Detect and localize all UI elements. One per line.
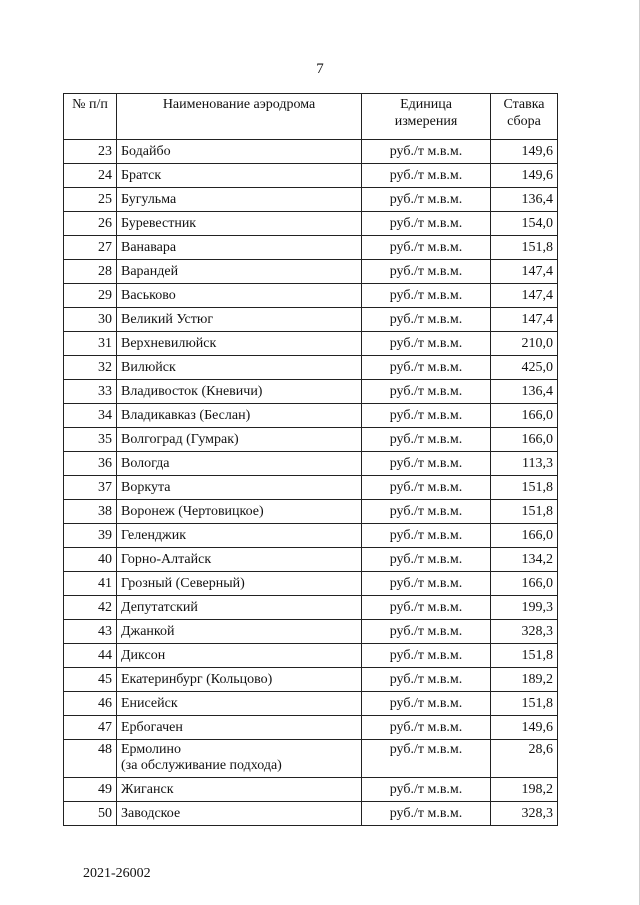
airport-name: Жиганск: [117, 778, 362, 802]
table-row: [64, 644, 558, 668]
table-row: [64, 212, 558, 236]
fee-rate: 210,0: [491, 332, 558, 356]
row-number: 31: [64, 332, 117, 356]
fee-rate: 151,8: [491, 476, 558, 500]
row-number: 46: [64, 692, 117, 716]
header-unit: [362, 94, 491, 140]
airport-name: Ванавара: [117, 236, 362, 260]
unit-of-measure: руб./т м.в.м.: [362, 452, 491, 476]
airport-name: Буревестник: [117, 212, 362, 236]
fee-rate: 151,8: [491, 644, 558, 668]
fee-rate: 149,6: [491, 164, 558, 188]
unit-of-measure: руб./т м.в.м.: [362, 596, 491, 620]
unit-of-measure: руб./т м.в.м.: [362, 802, 491, 826]
table-row: [64, 236, 558, 260]
unit-of-measure: руб./т м.в.м.: [362, 236, 491, 260]
table-row: [64, 572, 558, 596]
fee-rate: 151,8: [491, 236, 558, 260]
row-number: 40: [64, 548, 117, 572]
row-number: 50: [64, 802, 117, 826]
row-number: 43: [64, 620, 117, 644]
fee-rate: 147,4: [491, 260, 558, 284]
unit-of-measure: руб./т м.в.м.: [362, 140, 491, 164]
table-row: [64, 692, 558, 716]
airport-name: Владикавказ (Беслан): [117, 404, 362, 428]
row-number: 48: [64, 740, 117, 778]
row-number: 44: [64, 644, 117, 668]
airport-name: Джанкой: [117, 620, 362, 644]
row-number: 39: [64, 524, 117, 548]
table-row: [64, 140, 558, 164]
unit-of-measure: руб./т м.в.м.: [362, 212, 491, 236]
header-airport-name: Наименование аэродрома: [117, 94, 362, 140]
airport-name: Волгоград (Гумрак): [117, 428, 362, 452]
unit-of-measure: руб./т м.в.м.: [362, 668, 491, 692]
table-row: [64, 164, 558, 188]
airport-name: Енисейск: [117, 692, 362, 716]
table-row: [64, 404, 558, 428]
fee-rate: 136,4: [491, 188, 558, 212]
table-row: [64, 260, 558, 284]
document-code: 2021-26002: [83, 866, 151, 881]
unit-of-measure: руб./т м.в.м.: [362, 188, 491, 212]
row-number: 37: [64, 476, 117, 500]
unit-of-measure: руб./т м.в.м.: [362, 332, 491, 356]
fee-rate: 28,6: [491, 740, 558, 778]
row-number: 38: [64, 500, 117, 524]
fee-rate: 151,8: [491, 692, 558, 716]
table-row: [64, 380, 558, 404]
fee-rate: 151,8: [491, 500, 558, 524]
table-row: [64, 548, 558, 572]
airport-name: Великий Устюг: [117, 308, 362, 332]
airport-name: Диксон: [117, 644, 362, 668]
airport-name: Бугульма: [117, 188, 362, 212]
fee-rate: 198,2: [491, 778, 558, 802]
page-number: 7: [316, 61, 324, 77]
fee-rate: 166,0: [491, 428, 558, 452]
fee-rate: 166,0: [491, 572, 558, 596]
airport-name: Грозный (Северный): [117, 572, 362, 596]
airport-name: Заводское: [117, 802, 362, 826]
fee-rate: 154,0: [491, 212, 558, 236]
fee-rate: 328,3: [491, 620, 558, 644]
airport-name: Владивосток (Кневичи): [117, 380, 362, 404]
table-row: [64, 500, 558, 524]
table-row: [64, 188, 558, 212]
fee-rate: 189,2: [491, 668, 558, 692]
airport-name: Воронеж (Чертовицкое): [117, 500, 362, 524]
header-number: № п/п: [64, 94, 117, 140]
unit-of-measure: руб./т м.в.м.: [362, 740, 491, 778]
fee-rate: 425,0: [491, 356, 558, 380]
fee-rate: 134,2: [491, 548, 558, 572]
table-row: [64, 524, 558, 548]
table-row: [64, 778, 558, 802]
row-number: 29: [64, 284, 117, 308]
unit-of-measure: руб./т м.в.м.: [362, 284, 491, 308]
header-unit-line2: измерения: [394, 114, 458, 129]
row-number: 45: [64, 668, 117, 692]
unit-of-measure: руб./т м.в.м.: [362, 548, 491, 572]
row-number: 41: [64, 572, 117, 596]
row-number: 34: [64, 404, 117, 428]
row-number: 25: [64, 188, 117, 212]
table-row: [64, 308, 558, 332]
unit-of-measure: руб./т м.в.м.: [362, 260, 491, 284]
table-row: [64, 740, 558, 778]
fee-rate: 147,4: [491, 308, 558, 332]
row-number: 36: [64, 452, 117, 476]
row-number: 33: [64, 380, 117, 404]
table-header-row: [64, 94, 558, 140]
row-number: 47: [64, 716, 117, 740]
airport-name: Ербогачен: [117, 716, 362, 740]
fee-rate: 136,4: [491, 380, 558, 404]
unit-of-measure: руб./т м.в.м.: [362, 692, 491, 716]
unit-of-measure: руб./т м.в.м.: [362, 308, 491, 332]
fee-rate: 147,4: [491, 284, 558, 308]
unit-of-measure: руб./т м.в.м.: [362, 380, 491, 404]
airport-name: Васьково: [117, 284, 362, 308]
row-number: 32: [64, 356, 117, 380]
airport-name: [117, 740, 362, 778]
table-row: [64, 428, 558, 452]
table-row: [64, 332, 558, 356]
row-number: 42: [64, 596, 117, 620]
unit-of-measure: руб./т м.в.м.: [362, 572, 491, 596]
airport-name: Воркута: [117, 476, 362, 500]
unit-of-measure: руб./т м.в.м.: [362, 476, 491, 500]
header-unit-line1: Единица: [400, 97, 452, 112]
unit-of-measure: руб./т м.в.м.: [362, 500, 491, 524]
table-row: [64, 596, 558, 620]
fee-rate: 113,3: [491, 452, 558, 476]
fee-rate: 199,3: [491, 596, 558, 620]
row-number: 26: [64, 212, 117, 236]
airport-name: Вологда: [117, 452, 362, 476]
airport-name-line1: Ермолино: [121, 742, 181, 757]
header-rate-line2: сбора: [507, 114, 541, 129]
airport-name: Вилюйск: [117, 356, 362, 380]
unit-of-measure: руб./т м.в.м.: [362, 644, 491, 668]
table-row: [64, 668, 558, 692]
row-number: 28: [64, 260, 117, 284]
table-row: [64, 716, 558, 740]
table-body: [64, 140, 558, 826]
airport-name: Братск: [117, 164, 362, 188]
header-rate-line1: Ставка: [503, 97, 545, 112]
airport-name: Бодайбо: [117, 140, 362, 164]
row-number: 27: [64, 236, 117, 260]
table-row: [64, 620, 558, 644]
table-row: [64, 356, 558, 380]
airport-name: Депутатский: [117, 596, 362, 620]
airport-name: Варандей: [117, 260, 362, 284]
unit-of-measure: руб./т м.в.м.: [362, 404, 491, 428]
unit-of-measure: руб./т м.в.м.: [362, 428, 491, 452]
airport-name: Верхневилюйск: [117, 332, 362, 356]
airport-name: Геленджик: [117, 524, 362, 548]
airport-name: Горно-Алтайск: [117, 548, 362, 572]
unit-of-measure: руб./т м.в.м.: [362, 524, 491, 548]
table-row: [64, 284, 558, 308]
fee-rate: 149,6: [491, 716, 558, 740]
header-rate: [491, 94, 558, 140]
row-number: 30: [64, 308, 117, 332]
table-row: [64, 476, 558, 500]
unit-of-measure: руб./т м.в.м.: [362, 620, 491, 644]
row-number: 23: [64, 140, 117, 164]
airport-rates-table: [63, 93, 558, 826]
unit-of-measure: руб./т м.в.м.: [362, 164, 491, 188]
row-number: 49: [64, 778, 117, 802]
unit-of-measure: руб./т м.в.м.: [362, 716, 491, 740]
row-number: 35: [64, 428, 117, 452]
airport-name-line2: (за обслуживание подхода): [121, 758, 282, 773]
unit-of-measure: руб./т м.в.м.: [362, 356, 491, 380]
table-row: [64, 802, 558, 826]
fee-rate: 149,6: [491, 140, 558, 164]
table-row: [64, 452, 558, 476]
fee-rate: 166,0: [491, 404, 558, 428]
unit-of-measure: руб./т м.в.м.: [362, 778, 491, 802]
fee-rate: 166,0: [491, 524, 558, 548]
fee-rate: 328,3: [491, 802, 558, 826]
row-number: 24: [64, 164, 117, 188]
airport-name: Екатеринбург (Кольцово): [117, 668, 362, 692]
